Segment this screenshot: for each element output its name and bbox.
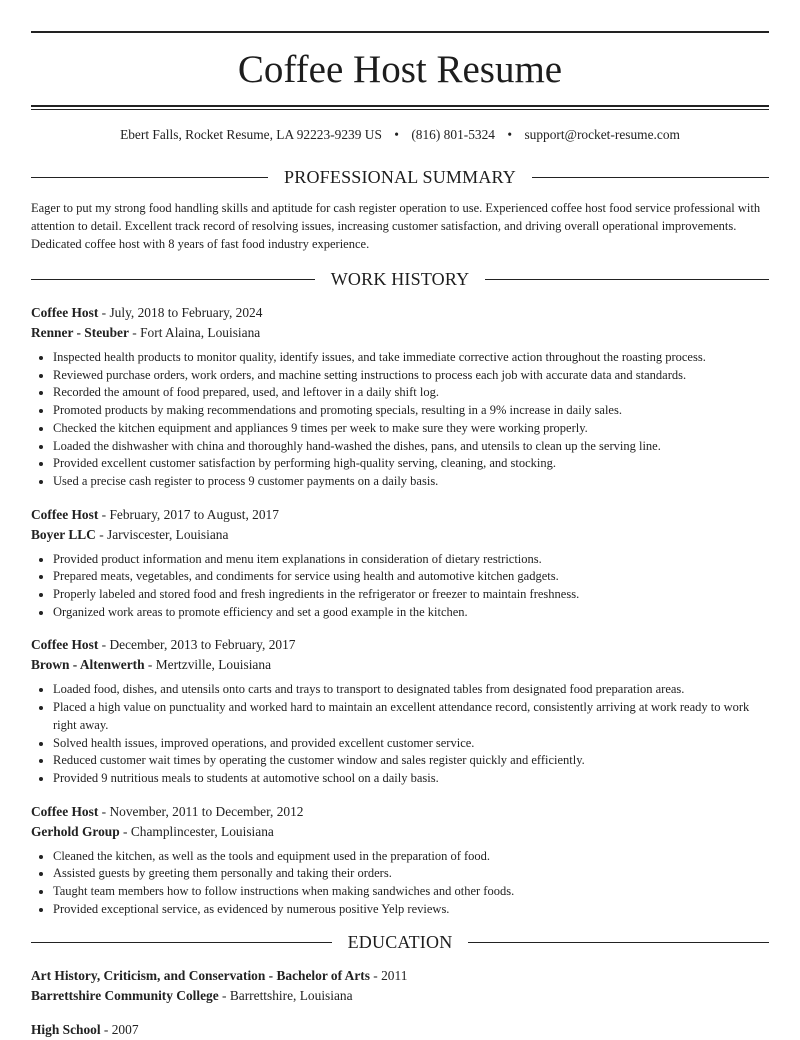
contact-separator: • (507, 127, 513, 142)
job-location: Mertzville, Louisiana (155, 657, 272, 673)
job-company-line: Brown - Altenwerth - Mertzville, Louisiana (31, 657, 272, 673)
heading-rule (468, 942, 769, 943)
job-bullet: • Prepared meats, vegetables, and condiments for service using health and automotive kitchen gadgets. (53, 568, 769, 586)
work-section-heading (31, 267, 769, 291)
education-location: Barrettshire, Louisiana (229, 988, 353, 1004)
education-degree: Art History, Criticism, and Conservation - Bachelor of Arts (31, 968, 370, 984)
job-bullet: • Properly labeled and stored food and fresh ingredients in the refrigerator or freezer to maintain freshness. (53, 586, 769, 604)
job-bullet: • Provided 9 nutritious meals to students at automotive school on a daily basis. (53, 770, 769, 788)
job-dates: February, 2017 to August, 2017 (109, 506, 279, 522)
job-dates: November, 2011 to December, 2012 (109, 803, 304, 819)
job-entry (31, 635, 769, 787)
job-company: Renner - Steuber (31, 325, 129, 340)
job-bullet: • Assisted guests by greeting them personally and taking their orders. (53, 865, 769, 883)
job-bullets (31, 681, 769, 787)
job-bullet: • Checked the kitchen equipment and appliances 9 times per week to make sure they were working properly. (53, 420, 769, 438)
job-title: Coffee Host (31, 637, 99, 653)
contact-line (31, 127, 769, 145)
contact-phone: (816) 801-5324 (411, 127, 496, 142)
heading-rule (31, 279, 315, 280)
job-bullet: • Provided product information and menu item explanations in consideration of dietary restrictions. (53, 551, 769, 569)
job-bullets (31, 551, 769, 622)
job-company-line: Boyer LLC - Jarviscester, Louisiana (31, 526, 229, 542)
job-bullet: • Provided exceptional service, as evidenced by numerous positive Yelp reviews. (53, 901, 769, 919)
work-heading: WORK HISTORY (330, 268, 470, 289)
job-bullets (31, 349, 769, 491)
job-title-line: Coffee Host - July, 2018 to February, 2024 (31, 305, 263, 320)
job-dates: December, 2013 to February, 2017 (109, 637, 296, 653)
contact-separator: • (394, 127, 399, 142)
job-entry (31, 802, 769, 919)
education-degree-line: Art History, Criticism, and Conservation - Bachelor of Arts - 2011 (31, 968, 408, 984)
job-title: Coffee Host (31, 305, 99, 320)
job-title: Coffee Host (31, 506, 99, 522)
summary-text: Eager to put my strong food handling skills and aptitude for cash register operation to use. Experienced coffee host food service professional with attention to detail. Excellent track record of resolving issues, increasing customer satisfaction, and driving overall operational improvements. Dedicated coffee host with 8 years of fast food industry experience. (31, 201, 761, 251)
heading-rule (532, 177, 769, 178)
job-bullet: • Taught team members how to follow instructions when making sandwiches and other foods. (53, 883, 769, 901)
education-heading: EDUCATION (347, 931, 453, 952)
job-bullet: • Reviewed purchase orders, work orders, and machine setting instructions to process each job with accurate data and standards. (53, 367, 769, 385)
job-company: Brown - Altenwerth (31, 657, 145, 673)
job-bullet: • Promoted products by making recommendations and promoting specials, resulting in a 9% increase in daily sales. (53, 402, 769, 420)
heading-rule (31, 942, 332, 943)
summary-heading: PROFESSIONAL SUMMARY (284, 166, 516, 187)
education-degree-line: High School - 2007 (31, 1022, 139, 1038)
contact-email: support@rocket-resume.com (524, 127, 680, 142)
job-bullet: • Loaded the dishwasher with china and thoroughly hand-washed the dishes, pans, and utensils to clean up the serving line. (53, 438, 769, 456)
education-degree: High School (31, 1022, 101, 1038)
job-entry (31, 505, 769, 622)
job-location: Jarviscester, Louisiana (107, 526, 229, 542)
job-dates: July, 2018 to February, 2024 (109, 305, 263, 320)
title-double-rule (31, 105, 769, 110)
job-title: Coffee Host (31, 803, 99, 819)
job-entry (31, 303, 769, 491)
job-bullets (31, 848, 769, 919)
education-year: 2007 (111, 1022, 139, 1038)
education-section-heading (31, 930, 769, 954)
top-rule (31, 31, 769, 33)
job-title-line: Coffee Host - February, 2017 to August, 2017 (31, 506, 279, 522)
job-bullet: • Cleaned the kitchen, as well as the tools and equipment used in the preparation of food. (53, 848, 769, 866)
job-bullet: • Recorded the amount of food prepared, used, and leftover in a daily shift log. (53, 384, 769, 402)
education-year: 2011 (381, 968, 408, 984)
job-company-line: Renner - Steuber - Fort Alaina, Louisiana (31, 325, 261, 340)
job-company-line: Gerhold Group - Champlincester, Louisiana (31, 823, 274, 839)
education-school: Barrettshire Community College (31, 988, 219, 1004)
job-bullet: • Organized work areas to promote efficiency and set a good example in the kitchen. (53, 604, 769, 622)
job-bullet: • Inspected health products to monitor quality, identify issues, and take immediate corrective action throughout the roasting process. (53, 349, 769, 367)
job-location: Champlincester, Louisiana (130, 823, 274, 839)
job-bullet: • Used a precise cash register to process 9 customer payments on a daily basis. (53, 473, 769, 491)
resume-page (31, 0, 769, 1040)
job-bullet: • Placed a high value on punctuality and worked hard to maintain an excellent attendance record, consistently arriving at work ready to work right away. (53, 699, 769, 734)
heading-rule (31, 177, 268, 178)
contact-address: Ebert Falls, Rocket Resume, LA 92223-9239 US (120, 127, 382, 142)
job-bullet: • Reduced customer wait times by operating the customer window and sales register quickly and efficiently. (53, 752, 769, 770)
resume-title: Coffee Host Resume (237, 48, 563, 91)
job-title-line: Coffee Host - December, 2013 to February, 2017 (31, 637, 296, 653)
job-bullet: • Loaded food, dishes, and utensils onto carts and trays to transport to designated tables from designated food preparation areas. (53, 681, 769, 699)
education-school-line: Barrettshire Community College - Barrettshire, Louisiana (31, 988, 353, 1004)
education-entry (31, 1020, 769, 1040)
heading-rule (485, 279, 769, 280)
job-bullet: • Provided excellent customer satisfaction by performing high-quality serving, cleaning, and stocking. (53, 455, 769, 473)
job-title-line: Coffee Host - November, 2011 to December, 2012 (31, 803, 304, 819)
summary-section-heading (31, 165, 769, 189)
education-list (31, 966, 769, 1040)
job-bullet: • Solved health issues, improved operations, and provided excellent customer service. (53, 735, 769, 753)
job-company: Gerhold Group (31, 823, 120, 839)
job-location: Fort Alaina, Louisiana (140, 325, 261, 340)
job-company: Boyer LLC (31, 526, 96, 542)
education-entry (31, 966, 769, 1006)
work-history-list (31, 303, 769, 918)
